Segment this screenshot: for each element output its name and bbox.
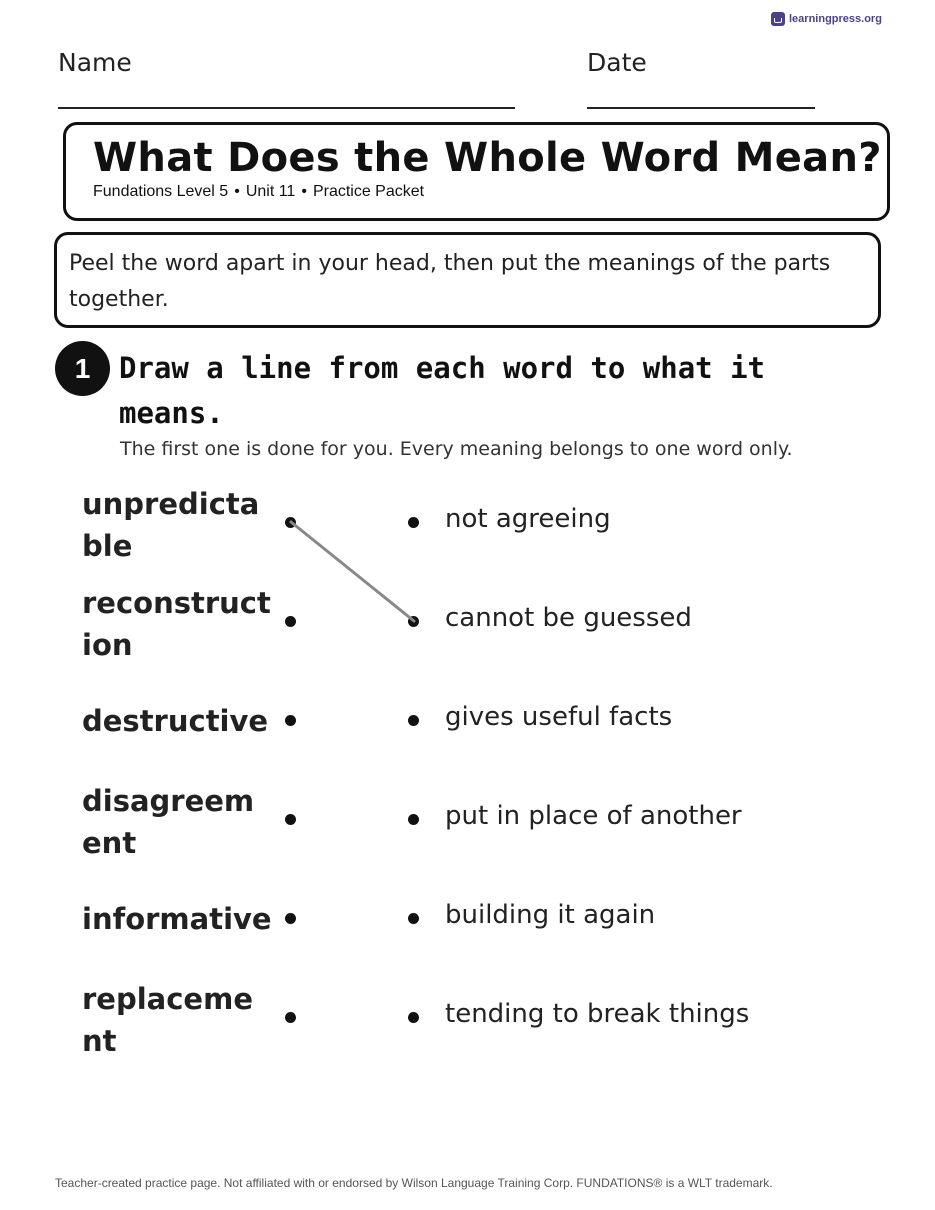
name-label: Name (58, 48, 132, 77)
meaning-item: tending to break things (445, 999, 750, 1029)
level-label: Fundations Level 5 (93, 183, 229, 200)
meaning-item: not agreeing (445, 504, 611, 534)
meaning-dot[interactable] (408, 616, 419, 627)
tip-text: Peel the word apart in your head, then put the meanings of the parts together. (69, 251, 831, 312)
word-item: destructive (82, 704, 269, 738)
date-label: Date (587, 48, 647, 77)
word-item: reconstruction (82, 586, 271, 662)
tip-box (54, 232, 881, 328)
word-dot[interactable] (285, 715, 296, 726)
date-line (587, 107, 815, 109)
packet-label: Practice Packet (312, 183, 425, 200)
footer-disclaimer: Teacher-created practice page. Not affiliated with or endorsed by Wilson Language Training Corp. FUNDATIONS® is a WLT trademark. (55, 1176, 773, 1190)
meaning-item: building it again (445, 900, 656, 930)
meaning-dot[interactable] (408, 814, 419, 825)
unit-label: Unit 11 (245, 183, 296, 200)
title-box (63, 122, 890, 221)
name-line (58, 107, 515, 109)
brand-text: learningpress.org (789, 13, 882, 25)
word-item: unpredictable (82, 487, 260, 563)
word-dot[interactable] (285, 913, 296, 924)
brand-logo (771, 12, 882, 26)
page-title: What Does the Whole Word Mean? (93, 135, 882, 181)
meta-separator: • (234, 183, 240, 200)
packet-meta (93, 183, 424, 201)
word-item: disagreement (82, 784, 255, 860)
word-dot[interactable] (285, 1012, 296, 1023)
meaning-item: gives useful facts (445, 702, 673, 732)
word-dot[interactable] (285, 814, 296, 825)
book-icon (771, 12, 785, 26)
question-title: Draw a line from each word to what it means. (119, 351, 766, 430)
meaning-dot[interactable] (408, 1012, 419, 1023)
question-number-badge: 1 (55, 341, 110, 396)
question-note: The first one is done for you. Every meaning belongs to one word only. (120, 438, 793, 460)
meaning-item: cannot be guessed (445, 603, 692, 633)
meaning-dot[interactable] (408, 715, 419, 726)
word-item: replacement (82, 982, 253, 1058)
meaning-dot[interactable] (408, 913, 419, 924)
meta-separator: • (301, 183, 307, 200)
word-dot[interactable] (285, 517, 296, 528)
word-dot[interactable] (285, 616, 296, 627)
word-item: informative (82, 902, 272, 936)
meaning-dot[interactable] (408, 517, 419, 528)
meaning-item: put in place of another (445, 801, 742, 831)
